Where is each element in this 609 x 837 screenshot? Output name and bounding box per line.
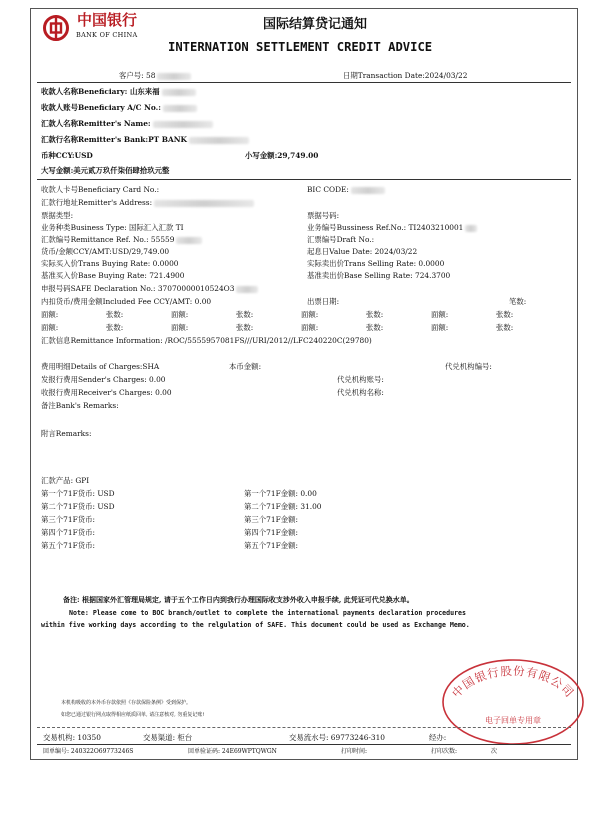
sheet-count: 张数: (106, 323, 124, 332)
sheet-count: 张数: (366, 323, 384, 332)
gpi-amt-4: 第四个71F金额: (244, 528, 298, 537)
face-value: 面额: (301, 310, 319, 319)
face-value: 面额: (41, 310, 59, 319)
gpi-ccy-4: 第四个71F货币: (41, 528, 95, 537)
gpi-ccy-3: 第三个71F货币: (41, 515, 95, 524)
agent-no: 代兑机构编号: (445, 362, 492, 371)
transaction-serial: 交易流水号: 69773246-310 (289, 733, 386, 742)
beneficiary-account: 收款人账号Beneficiary A/C No.: (41, 104, 197, 112)
title-cn: 国际结算贷记通知 (263, 17, 368, 32)
sheet-count: 张数: (106, 310, 124, 319)
sheet-count: 张数: (236, 310, 254, 319)
base-selling-rate: 基准卖出价Base Selling Rate: 724.3700 (307, 271, 451, 280)
remitter-bank: 汇款行名称Remitter's Bank:PT BANK (41, 136, 249, 144)
bill-date: 出票日期: (307, 297, 340, 306)
gpi-amt-5: 第五个71F金额: (244, 541, 298, 550)
sheet-count: 张数: (496, 310, 514, 319)
gpi-amt-2: 第二个71F金额: 31.00 (244, 502, 322, 511)
face-value: 面额: (171, 310, 189, 319)
remittance-product: 汇款产品: GPI (41, 476, 90, 485)
trans-buying-rate: 实际买入价Trans Buying Rate: 0.0000 (41, 259, 179, 268)
ccy-amount: 货币/金额CCY/AMT:USD/29,749.00 (41, 247, 170, 256)
note-en-line2: within five working days according to the relgulation of SAFE. This document could be used as Exchange Memo. (41, 621, 470, 629)
remitter-address: 汇款行地址Remitter's Address: (41, 199, 254, 207)
gpi-amt-1: 第一个71F金额: 0.00 (244, 489, 317, 498)
safe-declaration-no: 申报号码SAFE Declaration No.: 37070000010524O3 (41, 285, 258, 293)
remarks: 附言Remarks: (41, 429, 92, 438)
business-type: 业务种类Business Type: 国际汇入汇款 TI (41, 223, 184, 232)
seal-text: 中国银行股份有限公司 (449, 663, 577, 701)
currency: 币种CCY:USD (41, 151, 93, 160)
note-en-line1: Note: Please come to BOC branch/outlet to complete the international payments declaration procedures (69, 609, 466, 617)
seal-subtitle: 电子回单专用章 (485, 716, 541, 725)
face-value: 面额: (301, 323, 319, 332)
gpi-ccy-1: 第一个71F货币: USD (41, 489, 115, 498)
transaction-date: 日期Transaction Date:2024/03/22 (343, 71, 468, 80)
bank-remarks: 备注Bank's Remarks: (41, 401, 119, 410)
local-amount: 本币金额: (229, 362, 262, 371)
remittance-ref: 汇款编号Remittance Ref. No.: 55559 (41, 236, 202, 244)
agent-account: 代兑机构账号: (337, 375, 384, 384)
small-amount: 小写金额:29,749.00 (245, 151, 319, 160)
base-buying-rate: 基准买入价Base Buying Rate: 721.4900 (41, 271, 185, 280)
bill-type: 票据类型: (41, 211, 74, 220)
sheet-count: 张数: (366, 310, 384, 319)
sheet-count: 张数: (496, 323, 514, 332)
trans-selling-rate: 实际卖出价Trans Selling Rate: 0.0000 (307, 259, 445, 268)
gpi-amt-3: 第三个71F金额: (244, 515, 298, 524)
beneficiary-card-no: 收款人卡号Beneficiary Card No.: (41, 185, 160, 194)
bank-seal (438, 657, 588, 747)
remittance-information: 汇款信息Remittance Information: /ROC/5555957081FS///URI/2012//LFC240220C(29780) (41, 336, 372, 345)
bank-name-en: BANK OF CHINA (76, 31, 138, 39)
face-value: 面额: (431, 323, 449, 332)
bill-count: 笔数: (509, 297, 527, 306)
amount-in-words: 大写金额:美元贰万玖仟柒佰肆拾玖元整 (41, 166, 170, 175)
credit-advice-document (30, 8, 578, 760)
receiver-charges: 收报行费用Receiver's Charges: 0.00 (41, 388, 172, 397)
gpi-ccy-5: 第五个71F货币: (41, 541, 95, 550)
gpi-ccy-2: 第二个71F货币: USD (41, 502, 115, 511)
receipt-verification-code: 回单验证码: 24E69WPTQWGN (188, 748, 277, 755)
transaction-channel: 交易渠道: 柜台 (143, 733, 193, 742)
business-ref: 业务编号Bussiness Ref.No.: TI2403210001 (307, 224, 477, 232)
remitter-name: 汇款人名称Remitter's Name: (41, 120, 213, 128)
details-of-charges: 费用明细Details of Charges:SHA (41, 362, 160, 371)
included-fee: 内扣货币/费用金额Included Fee CCY/AMT: 0.00 (41, 297, 212, 306)
agent-name: 代兑机构名称: (337, 388, 384, 397)
draft-no: 汇票编号Draft No.: (307, 235, 375, 244)
sender-charges: 发报行费用Sender's Charges: 0.00 (41, 375, 166, 384)
face-value: 面额: (41, 323, 59, 332)
face-value: 面额: (431, 310, 449, 319)
bic-code: BIC CODE: (307, 186, 385, 194)
transaction-org: 交易机构: 10350 (43, 733, 101, 742)
print-count-unit: 次 (491, 748, 498, 755)
customer-no: 客户号: 58 (119, 72, 191, 80)
duplicate-warning: 如您已通过银行网点取得相应纸质回单, 请注意核对, 勿重复记账! (61, 712, 205, 718)
sheet-count: 张数: (236, 323, 254, 332)
deposit-insurance-note: 本机构吸收的本外币存款依照《存款保险条例》受到保护。 (61, 700, 192, 706)
title-en: INTERNATION SETTLEMENT CREDIT ADVICE (168, 40, 433, 54)
bank-name-cn: 中国银行 (77, 11, 138, 29)
note-cn: 备注: 根据国家外汇管理局规定, 请于五个工作日内到我行办理国际收支涉外收入申报手续, 此凭证可代兑换水单。 (63, 595, 414, 604)
beneficiary-name: 收款人名称Beneficiary: 山东来福 (41, 88, 196, 96)
print-time: 打印时间: (341, 748, 368, 755)
handler: 经办: (429, 733, 447, 742)
value-date: 起息日Value Date: 2024/03/22 (307, 247, 418, 256)
print-count: 打印次数: (431, 748, 458, 755)
receipt-no: 回单编号: 240322O69773246S (43, 748, 134, 755)
face-value: 面额: (171, 323, 189, 332)
bill-no: 票据号码: (307, 211, 340, 220)
